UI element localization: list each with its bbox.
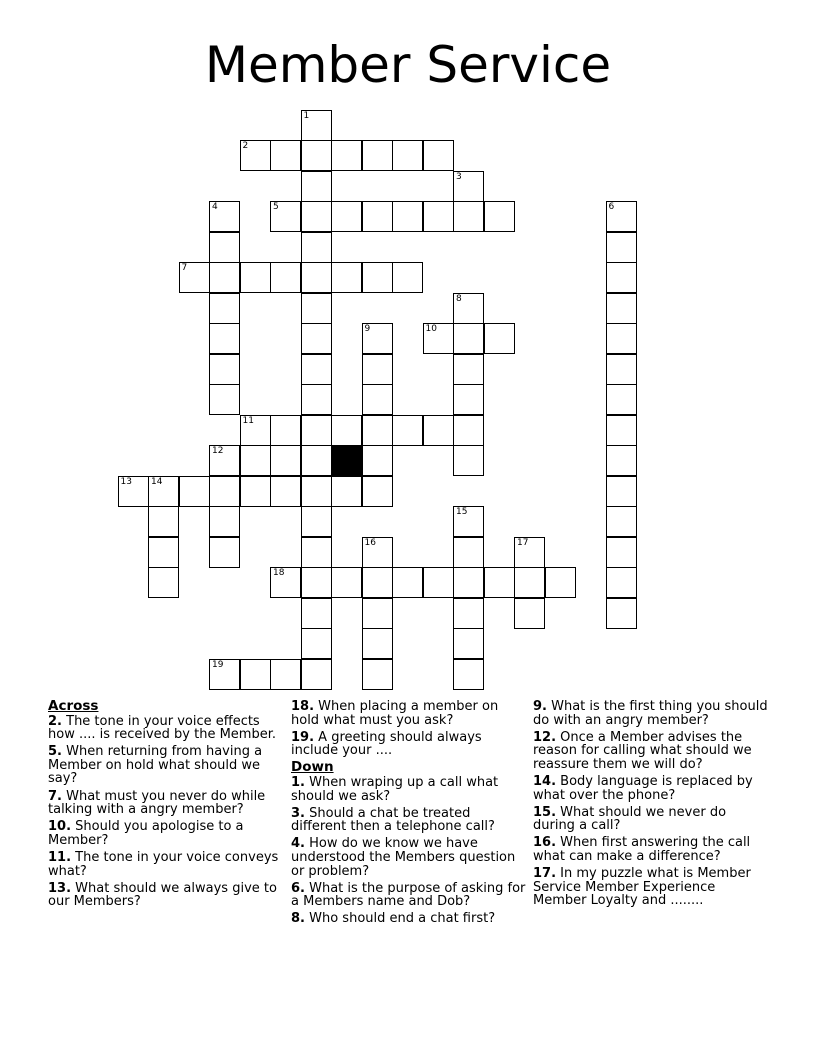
- grid-cell[interactable]: [301, 171, 332, 202]
- grid-cell[interactable]: [301, 262, 332, 293]
- clue-item-text: Who should end a chat first?: [309, 911, 496, 927]
- grid-cell[interactable]: [453, 445, 484, 476]
- grid-cell[interactable]: [301, 476, 332, 507]
- grid-cell[interactable]: [453, 537, 484, 568]
- clue-number: 9: [364, 324, 371, 334]
- grid-cell[interactable]: [209, 232, 240, 263]
- grid-cell[interactable]: [118, 476, 149, 507]
- clue-item-text: What is the purpose of asking for a Members name and Dob?: [291, 880, 526, 910]
- grid-cell[interactable]: [545, 567, 576, 598]
- clue-item-number: 13.: [48, 880, 72, 896]
- grid-cell[interactable]: [453, 415, 484, 446]
- clue-item-number: 15.: [533, 804, 557, 820]
- clue-item: [48, 715, 284, 742]
- grid-cell[interactable]: [453, 628, 484, 659]
- grid-cell[interactable]: [423, 415, 454, 446]
- clue-item-text: What should we never do during a call?: [533, 804, 727, 834]
- clue-item-number: 3.: [291, 805, 305, 821]
- clue-item-number: 7.: [48, 788, 62, 804]
- clue-number: 2: [242, 141, 249, 151]
- grid-cell[interactable]: [209, 201, 240, 232]
- clue-number: 6: [608, 202, 615, 212]
- grid-cell[interactable]: [301, 506, 332, 537]
- grid-cell[interactable]: [606, 445, 637, 476]
- grid-cell[interactable]: [392, 140, 423, 171]
- grid-cell[interactable]: [423, 323, 454, 354]
- grid-cell[interactable]: [331, 140, 362, 171]
- down-heading: Down: [291, 759, 334, 776]
- clue-item-number: 9.: [533, 699, 547, 714]
- grid-cell[interactable]: [209, 384, 240, 415]
- grid-cell[interactable]: [362, 354, 393, 385]
- grid-cell[interactable]: [331, 262, 362, 293]
- grid-cell[interactable]: [179, 476, 210, 507]
- grid-cell[interactable]: [423, 567, 454, 598]
- grid-cell[interactable]: [453, 659, 484, 690]
- grid-cell[interactable]: [453, 567, 484, 598]
- grid-cell[interactable]: [270, 140, 301, 171]
- grid-cell[interactable]: [606, 293, 637, 324]
- grid-cell[interactable]: [362, 445, 393, 476]
- clue-number: 10: [425, 324, 437, 334]
- grid-cell[interactable]: [453, 171, 484, 202]
- grid-cell[interactable]: [453, 201, 484, 232]
- clue-item: [533, 775, 769, 802]
- grid-cell[interactable]: [301, 598, 332, 629]
- grid-cell[interactable]: [240, 262, 271, 293]
- clue-number: 12: [212, 446, 224, 456]
- grid-cell[interactable]: [362, 628, 393, 659]
- grid-cell[interactable]: [514, 598, 545, 629]
- clue-item-text: The tone in your voice conveys what?: [48, 849, 279, 879]
- grid-cell[interactable]: [362, 201, 393, 232]
- grid-cell[interactable]: [392, 415, 423, 446]
- grid-cell[interactable]: [606, 506, 637, 537]
- grid-cell[interactable]: [301, 323, 332, 354]
- grid-cell[interactable]: [606, 201, 637, 232]
- clue-item: [291, 776, 527, 803]
- grid-cell[interactable]: [301, 140, 332, 171]
- grid-cell[interactable]: [362, 598, 393, 629]
- grid-cell[interactable]: [209, 659, 240, 690]
- clue-item-text: What should we always give to our Members?: [48, 880, 277, 910]
- grid-cell[interactable]: [240, 659, 271, 690]
- grid-cell[interactable]: [209, 323, 240, 354]
- grid-cell[interactable]: [301, 537, 332, 568]
- clue-item: [48, 790, 284, 817]
- clue-item-number: 2.: [48, 713, 62, 729]
- grid-cell[interactable]: [301, 110, 332, 141]
- grid-cell[interactable]: [301, 354, 332, 385]
- clue-number: 13: [120, 476, 132, 487]
- clue-item-number: 16.: [533, 835, 557, 851]
- grid-cell[interactable]: [301, 384, 332, 415]
- clue-item-number: 19.: [291, 729, 315, 745]
- grid-cell[interactable]: [301, 659, 332, 690]
- clue-item: [291, 912, 527, 926]
- grid-cell[interactable]: [270, 415, 301, 446]
- clue-number: 8: [456, 293, 462, 304]
- clue-item-text: When wraping up a call what should we ask?: [291, 774, 499, 804]
- grid-cell[interactable]: [484, 201, 515, 232]
- clue-item: [48, 820, 284, 847]
- grid-cell[interactable]: [331, 567, 362, 598]
- clue-item: [533, 867, 769, 908]
- clue-item-text: The tone in your voice effects how .... is received by the Member.: [48, 713, 276, 743]
- grid-cell[interactable]: [362, 659, 393, 690]
- grid-cell[interactable]: [453, 354, 484, 385]
- clue-item-text: Body language is replaced by what over the phone?: [533, 773, 753, 803]
- grid-cell[interactable]: [331, 476, 362, 507]
- clue-item-text: How do we know we have understood the Members question or problem?: [291, 836, 516, 879]
- grid-cell[interactable]: [606, 415, 637, 446]
- grid-cell[interactable]: [392, 262, 423, 293]
- grid-cell[interactable]: [240, 415, 271, 446]
- grid-cell[interactable]: [362, 323, 393, 354]
- clue-item: [48, 851, 284, 878]
- clue-item-number: 12.: [533, 729, 557, 745]
- grid-cell[interactable]: [270, 567, 301, 598]
- clue-item-number: 5.: [48, 744, 62, 760]
- grid-cell[interactable]: [209, 506, 240, 537]
- grid-cell[interactable]: [209, 293, 240, 324]
- clue-item-number: 11.: [48, 849, 72, 865]
- grid-cell[interactable]: [606, 262, 637, 293]
- clue-number: 4: [212, 202, 218, 212]
- grid-cell[interactable]: [209, 537, 240, 568]
- clue-number: 1: [303, 110, 310, 121]
- clue-item-text: What must you never do while talking with a angry member?: [48, 788, 266, 818]
- grid-cell[interactable]: [453, 506, 484, 537]
- grid-cell[interactable]: [331, 415, 362, 446]
- clue-item: [533, 700, 769, 727]
- grid-cell[interactable]: [301, 445, 332, 476]
- grid-cell[interactable]: [362, 567, 393, 598]
- clue-item-text: Once a Member advises the reason for calling what should we reassure them we will do?: [533, 729, 752, 772]
- grid-cell[interactable]: [179, 262, 210, 293]
- grid-cell[interactable]: [606, 232, 637, 263]
- grid-cell[interactable]: [209, 354, 240, 385]
- clue-item-text: When first answering the call what can make a difference?: [533, 835, 751, 864]
- grid-cell[interactable]: [301, 201, 332, 232]
- clue-item-text: Should a chat be treated different then a telephone call?: [291, 805, 495, 835]
- grid-cell[interactable]: [331, 201, 362, 232]
- grid-cell[interactable]: [240, 476, 271, 507]
- grid-cell[interactable]: [240, 445, 271, 476]
- clue-item-number: 4.: [291, 836, 305, 852]
- grid-cell[interactable]: [606, 476, 637, 507]
- clue-item: [48, 745, 284, 786]
- grid-cell[interactable]: [362, 476, 393, 507]
- across-heading: Across: [48, 698, 99, 714]
- clue-column-3: [533, 700, 769, 911]
- grid-cell[interactable]: [301, 415, 332, 446]
- grid-cell[interactable]: [148, 506, 179, 537]
- clue-item: [291, 700, 527, 727]
- grid-cell[interactable]: [453, 384, 484, 415]
- clue-item-number: 14.: [533, 773, 557, 789]
- page-title: Member Service: [204, 36, 612, 94]
- grid-cell[interactable]: [362, 537, 393, 568]
- clue-item-text: What is the first thing you should do with an angry member?: [533, 699, 768, 728]
- clue-number: 5: [273, 202, 279, 212]
- clue-item: [533, 731, 769, 772]
- grid-cell[interactable]: [514, 537, 545, 568]
- clue-number: 11: [242, 415, 254, 426]
- grid-cell[interactable]: [392, 567, 423, 598]
- clue-number: 7: [181, 263, 188, 273]
- grid-cell[interactable]: [301, 232, 332, 263]
- grid-cell[interactable]: [453, 293, 484, 324]
- clue-item-number: 18.: [291, 699, 315, 714]
- grid-cell[interactable]: [453, 323, 484, 354]
- clue-item: [291, 837, 527, 878]
- grid-cell[interactable]: [606, 384, 637, 415]
- grid-cell[interactable]: [270, 659, 301, 690]
- grid-cell[interactable]: [301, 293, 332, 324]
- clue-item-number: 8.: [291, 911, 305, 927]
- grid-cell[interactable]: [270, 262, 301, 293]
- clue-number: 3: [456, 171, 462, 182]
- grid-cell[interactable]: [301, 567, 332, 598]
- clue-item-text: A greeting should always include your ....: [291, 729, 482, 759]
- grid-cell[interactable]: [362, 262, 393, 293]
- clue-item-number: 10.: [48, 819, 72, 835]
- clue-item-number: 6.: [291, 880, 305, 896]
- clue-item: [291, 807, 527, 834]
- grid-cell[interactable]: [362, 415, 393, 446]
- black-square: [331, 445, 362, 476]
- clue-number: 18: [273, 568, 285, 578]
- grid-cell[interactable]: [423, 201, 454, 232]
- clue-item-text: In my puzzle what is Member Service Member Experience Member Loyalty and ........: [533, 866, 751, 909]
- grid-cell[interactable]: [270, 201, 301, 232]
- grid-cell[interactable]: [270, 476, 301, 507]
- grid-cell[interactable]: [453, 598, 484, 629]
- clue-number: 19: [212, 659, 224, 670]
- grid-cell[interactable]: [484, 567, 515, 598]
- clue-item: [533, 836, 769, 863]
- clue-column-2: [291, 700, 527, 929]
- grid-cell[interactable]: [423, 140, 454, 171]
- clue-item-text: Should you apologise to a Member?: [48, 819, 244, 848]
- grid-cell[interactable]: [148, 537, 179, 568]
- clue-item: [291, 882, 527, 909]
- grid-cell[interactable]: [270, 445, 301, 476]
- grid-cell[interactable]: [209, 476, 240, 507]
- clue-number: 16: [364, 537, 376, 548]
- grid-cell[interactable]: [148, 476, 179, 507]
- clue-item-number: 17.: [533, 866, 557, 882]
- grid-cell[interactable]: [209, 445, 240, 476]
- clue-item: [48, 882, 284, 909]
- grid-cell[interactable]: [606, 537, 637, 568]
- grid-cell[interactable]: [362, 140, 393, 171]
- grid-cell[interactable]: [606, 598, 637, 629]
- clue-number: 15: [456, 507, 468, 517]
- clue-item-number: 1.: [291, 774, 305, 790]
- grid-cell[interactable]: [606, 354, 637, 385]
- clue-item: [533, 806, 769, 833]
- grid-cell[interactable]: [392, 201, 423, 232]
- grid-cell[interactable]: [606, 323, 637, 354]
- grid-cell[interactable]: [148, 567, 179, 598]
- clue-column-1: [48, 700, 284, 912]
- clue-item: [291, 731, 527, 758]
- clue-item-text: When returning from having a Member on hold what should we say?: [48, 744, 263, 787]
- clue-number: 17: [517, 537, 529, 548]
- grid-cell[interactable]: [606, 567, 637, 598]
- clue-item-text: When placing a member on hold what must you ask?: [291, 699, 499, 728]
- grid-cell[interactable]: [301, 628, 332, 659]
- grid-cell[interactable]: [209, 262, 240, 293]
- grid-cell[interactable]: [484, 323, 515, 354]
- grid-cell[interactable]: [362, 384, 393, 415]
- clue-number: 14: [151, 476, 163, 487]
- grid-cell[interactable]: [514, 567, 545, 598]
- grid-cell[interactable]: [240, 140, 271, 171]
